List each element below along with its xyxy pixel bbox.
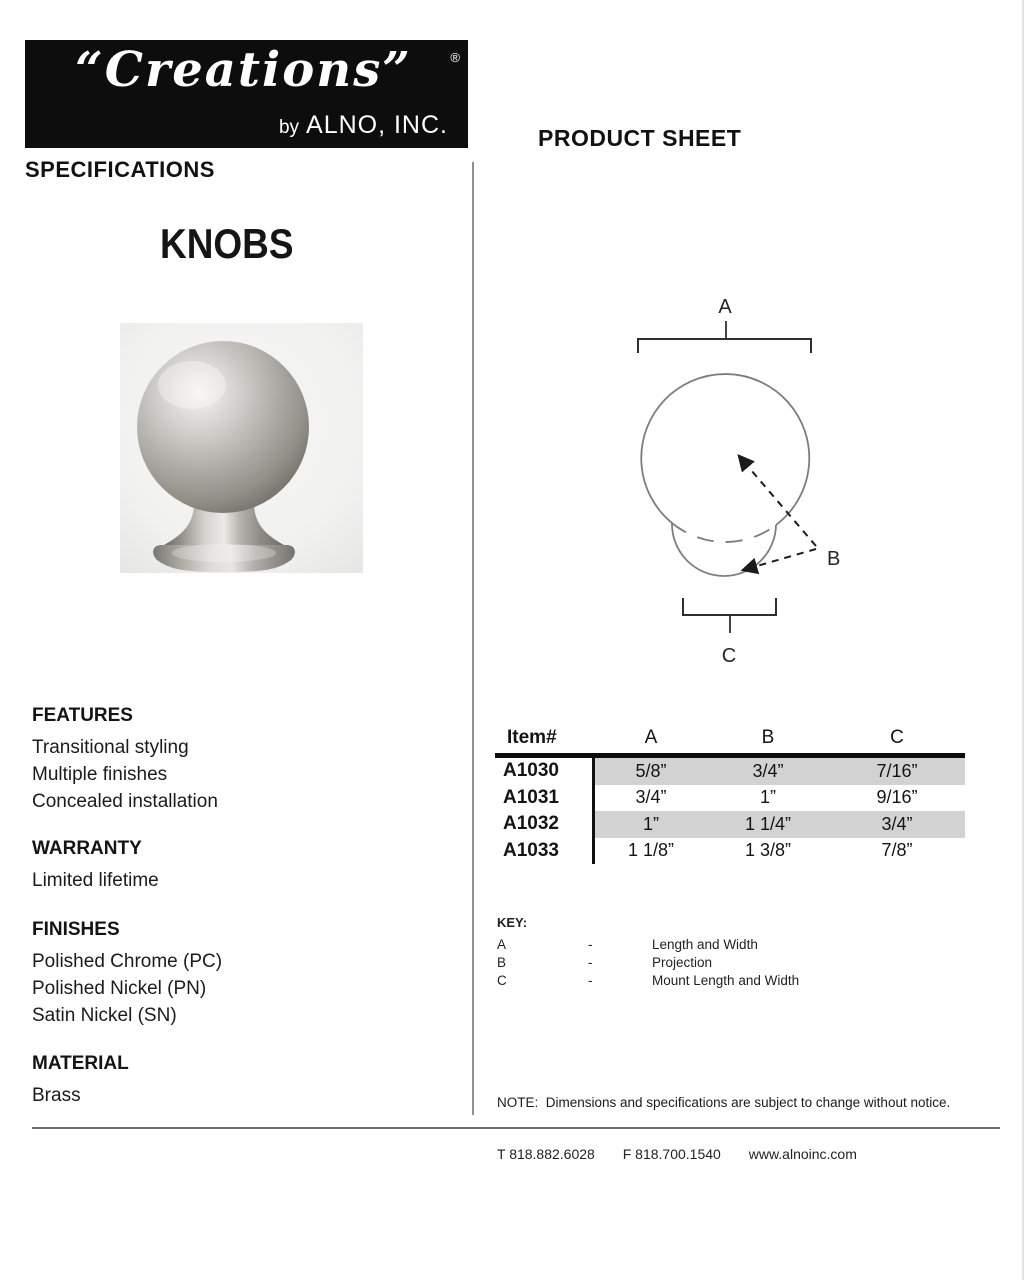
dimension-diagram [560,290,980,685]
dim-a: 5/8” [595,758,707,785]
dim-b: 1 3/8” [744,840,792,861]
dimension-diagram-svg [560,290,980,680]
a-bracket [638,339,811,353]
brand-logo-script-text: “Creations” [75,42,412,98]
table-row [495,785,965,812]
dimensions-table [495,727,965,864]
key-row [497,936,799,954]
footer-phone: T 818.882.6028 [497,1146,595,1162]
key-letter: B [497,955,507,970]
column-divider [472,162,474,1115]
knob-photo-illustration [120,323,363,573]
base-outline-arc [672,523,776,576]
finish-item: Polished Chrome (PC) [32,951,223,972]
key-description: Projection [652,955,713,970]
table-row [495,811,965,838]
warranty-section [32,838,159,894]
features-section [32,705,218,815]
sphere-highlight [158,361,226,409]
table-header-b: B [761,727,775,748]
material-heading: MATERIAL [32,1053,129,1074]
item-number: A1031 [495,785,595,812]
warranty-heading: WARRANTY [32,838,142,859]
item-number: A1032 [495,811,595,838]
footer-fax: F 818.700.1540 [622,1146,721,1162]
key-description: Mount Length and Width [652,973,800,988]
key-heading: KEY: [497,915,528,930]
dim-c: 7/16” [829,758,965,785]
finish-item: Polished Nickel (PN) [32,978,207,999]
feature-item: Concealed installation [32,791,218,812]
registered-trademark-icon: ® [450,50,460,65]
brand-logo-script [25,42,462,98]
footer-divider [32,1127,1000,1129]
footer-website: www.alnoinc.com [748,1146,857,1162]
product-sheet-heading: PRODUCT SHEET [538,125,742,151]
table-row [495,838,965,865]
disc-highlight [172,544,276,562]
b-arrow-to-center [739,456,816,546]
specifications-heading: SPECIFICATIONS [25,157,215,182]
dim-b: 1 1/4” [707,811,829,838]
diagram-label-b: B [827,548,841,570]
key-description: Length and Width [652,937,758,952]
brand-logo-subtitle [279,111,448,140]
dim-b: 3/4” [707,758,829,785]
finish-item: Satin Nickel (SN) [32,1005,177,1026]
features-heading: FEATURES [32,705,133,726]
material-item: Brass [32,1085,81,1106]
table-header-row [495,727,965,758]
finishes-section [32,919,222,1029]
knob-outline-circle [641,374,809,525]
finishes-heading: FINISHES [32,919,120,940]
key-letter: A [497,937,507,952]
key-dash: - [588,955,593,970]
dim-a: 1” [595,811,707,838]
key-section [497,915,799,990]
brand-logo-company: ALNO, INC. [306,111,448,139]
warranty-item: Limited lifetime [32,870,159,891]
brand-logo-by: by [278,117,300,138]
feature-item: Transitional styling [32,737,189,758]
key-row [497,972,799,990]
dim-b: 1” [759,787,776,808]
dim-c: 7/8” [881,840,913,861]
key-row [497,954,799,972]
dim-a: 1 1/8” [627,840,675,861]
dim-c: 3/4” [829,811,965,838]
knob-hidden-edge-dashed [672,523,776,542]
table-header-c: C [890,727,904,748]
brand-logo [25,40,468,148]
table-row [495,758,965,785]
key-dash: - [588,973,593,988]
diagram-label-c: C [721,645,737,667]
footer [497,1146,881,1162]
page-edge-shadow [1022,0,1024,1280]
key-letter: C [497,973,507,988]
key-dash: - [588,937,593,952]
knob-sphere [137,341,309,513]
c-bracket [683,598,776,615]
dim-c: 9/16” [876,787,918,808]
item-number: A1030 [495,758,595,785]
page-title: KNOBS [160,220,294,267]
feature-item: Multiple finishes [32,764,168,785]
material-section [32,1053,129,1109]
table-header-a: A [644,727,658,748]
dim-a: 3/4” [635,787,667,808]
diagram-label-a: A [718,296,732,318]
table-header-item: Item# [507,727,557,748]
note-text: NOTE: Dimensions and specifications are subject to change without notice. [497,1095,951,1110]
item-number: A1033 [495,838,595,865]
product-photo [120,323,363,573]
